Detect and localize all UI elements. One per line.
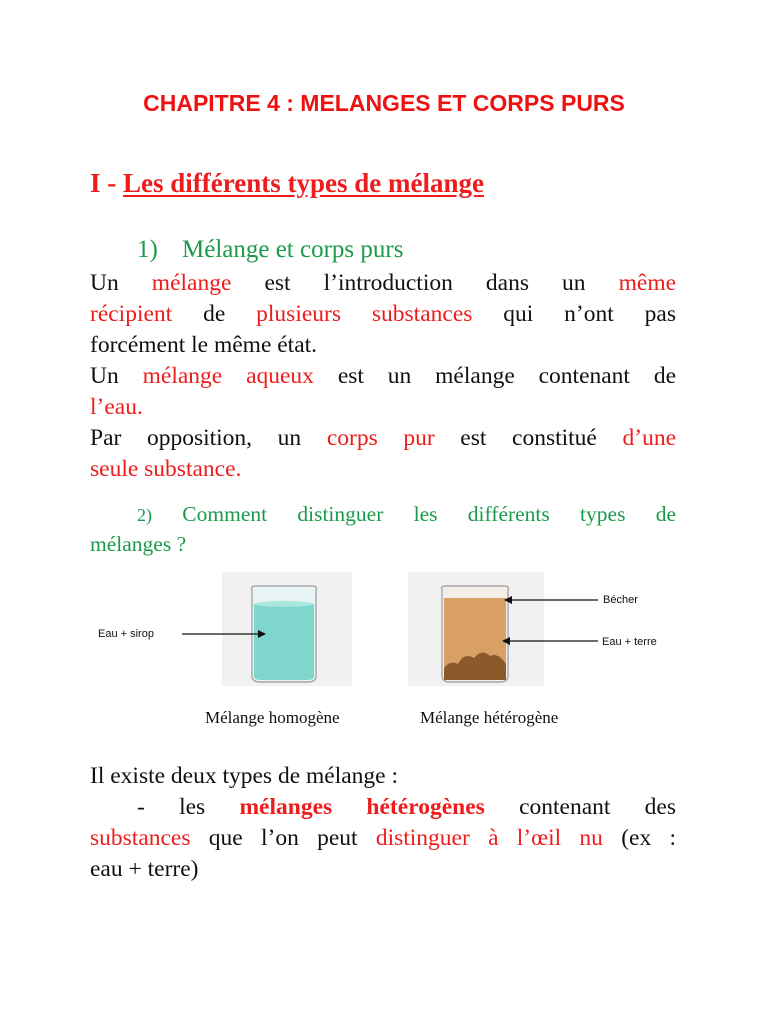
subheading-1 (137, 236, 403, 264)
keyword-melange-aqueux: mélange aqueux (142, 363, 314, 389)
text-run: est l’introduction dans un (264, 270, 586, 296)
section-number: I (90, 168, 101, 198)
keyword-recipient: récipient (90, 301, 173, 327)
text-run: (ex : (621, 825, 677, 851)
text-run: Un (90, 270, 119, 296)
keyword-plusieurs-substances: plusieurs substances (256, 301, 473, 327)
text-run: que l’on peut (208, 825, 358, 851)
paragraph-line (90, 823, 676, 854)
text-run: - les (137, 794, 206, 820)
beaker-a-liquid (254, 604, 314, 680)
paragraph-heterogeneous (90, 792, 676, 885)
paragraph-line: forcément le même état. (90, 332, 318, 358)
text-run: qui n’ont pas (503, 301, 676, 327)
paragraph-line (90, 361, 676, 392)
keyword-distinguer: distinguer à l’œil nu (375, 825, 603, 851)
text-run: est constitué (460, 425, 597, 451)
beakers-drawing (90, 568, 690, 698)
subheading-2-number: 2) (137, 505, 152, 525)
subheading-2-text: mélanges ? (90, 532, 187, 556)
text-run: Un (90, 363, 119, 389)
keyword-substances: substances (90, 825, 191, 851)
chapter-title: CHAPITRE 4 : MELANGES ET CORPS PURS (143, 90, 625, 116)
subheading-2 (90, 500, 676, 559)
keyword-meme: même (618, 270, 677, 296)
keyword-leau: l’eau. (90, 394, 143, 420)
text-run: contenant des (519, 794, 677, 820)
paragraph-pure-body (90, 423, 676, 485)
text-run: de (203, 301, 226, 327)
beaker-a-surface (254, 601, 314, 607)
paragraph-types-intro: Il existe deux types de mélange : (90, 763, 399, 789)
label-eau-sirop: Eau + sirop (98, 628, 154, 640)
paragraph-line: eau + terre) (90, 856, 199, 882)
label-eau-terre: Eau + terre (602, 636, 657, 648)
keyword-melanges-heterogenes: mélanges hétérogènes (239, 794, 485, 820)
beakers-figure (90, 568, 690, 698)
keyword-dune: d’une (622, 425, 677, 451)
paragraph-line (90, 423, 676, 454)
section-separator: - (100, 168, 124, 198)
caption-heterogeneous: Mélange hétérogène (420, 708, 559, 727)
section-heading (90, 168, 484, 199)
paragraph-line (90, 299, 676, 330)
paragraph-line (90, 268, 676, 299)
subheading-2-text: Comment distinguer les différents types de (182, 502, 677, 526)
text-run: est un mélange contenant de (337, 363, 677, 389)
text-run: Par opposition, un (90, 425, 302, 451)
paragraph-definition (90, 268, 676, 361)
caption-homogeneous: Mélange homogène (205, 708, 340, 727)
subheading-2-line (90, 500, 676, 530)
label-becher: Bécher (603, 594, 638, 606)
keyword-melange: mélange (151, 270, 232, 296)
section-title: Les différents types de mélange (123, 168, 484, 198)
keyword-seule-substance: seule substance. (90, 456, 242, 482)
keyword-corps-pur: corps pur (326, 425, 435, 451)
subheading-1-number: 1) (137, 236, 158, 263)
paragraph-line (90, 792, 676, 823)
paragraph-aqueous (90, 361, 676, 423)
subheading-1-text: Mélange et corps purs (182, 236, 404, 263)
